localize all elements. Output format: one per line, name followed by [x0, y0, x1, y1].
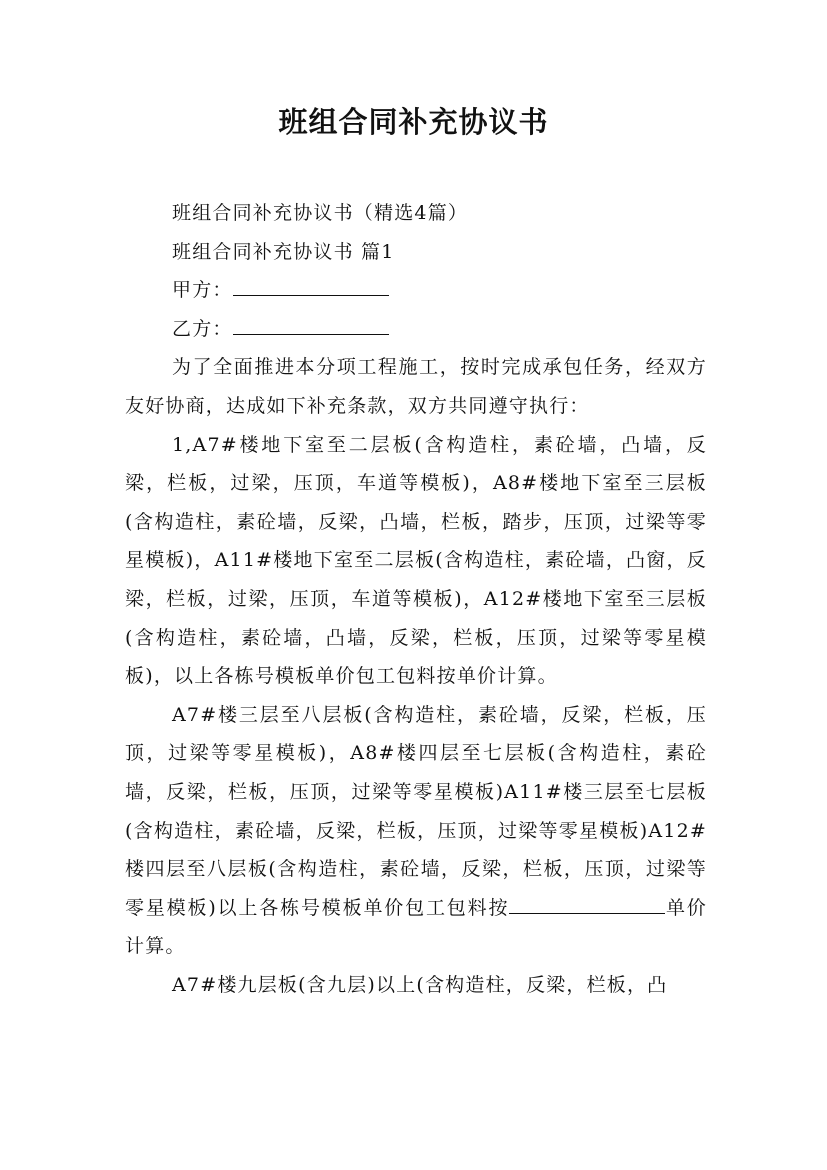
document-subtitle: 班组合同补充协议书（精选4篇）	[172, 202, 469, 224]
price-blank	[509, 896, 665, 914]
party-b-line	[125, 310, 707, 349]
clause-2-tail: 单价计算。	[125, 896, 708, 958]
party-a-blank	[233, 278, 389, 296]
party-a-line	[125, 271, 707, 310]
document-title: 班组合同补充协议书	[278, 105, 549, 139]
document-body	[125, 194, 707, 1004]
intro-paragraph: 为了全面推进本分项工程施工，按时完成承包任务，经双方友好协商，达成如下补充条款，双方共同遵守执行：	[125, 356, 707, 417]
clause-2-text: A7#楼三层至八层板(含构造柱，素砼墙，反梁，栏板，压顶，过梁等零星模板)，A8#楼四层至七层板(含构造柱，素砼墙，反梁，栏板，压顶，过梁等零星模板)A11#楼三层至七层板(含构造柱，素砼墙，反梁，栏板，压顶，过梁等零星模板)A12#楼四层至八层板(含构造柱，素砼墙，反梁，栏板，压顶，过梁等零星模板)以上各栋号模板单价包工包料按	[125, 703, 707, 919]
party-b-label: 乙方：	[172, 317, 233, 340]
clause-1-paragraph: 1,A7#楼地下室至二层板(含构造柱，素砼墙，凸墙，反梁，栏板，过梁，压顶，车道等模板)，A8#楼地下室至三层板(含构造柱，素砼墙，反梁，凸墙，栏板，踏步，压顶，过梁等零星模板)，A11#楼地下室至二层板(含构造柱，素砼墙，凸窗，反梁，栏板，过梁，压顶，车道等模板)，A12#楼地下室至三层板(含构造柱，素砼墙，凸墙，反梁，栏板，压顶，过梁等零星模板)，以上各栋号模板单价包工包料按单价计算。	[125, 433, 707, 688]
party-a-label: 甲方：	[172, 279, 233, 302]
party-b-blank	[233, 317, 389, 335]
clause-3-paragraph: A7#楼九层板(含九层)以上(含构造柱，反梁，栏板，凸	[172, 973, 668, 996]
clause-2-paragraph	[125, 696, 707, 966]
section-heading: 班组合同补充协议书 篇1	[172, 240, 395, 263]
